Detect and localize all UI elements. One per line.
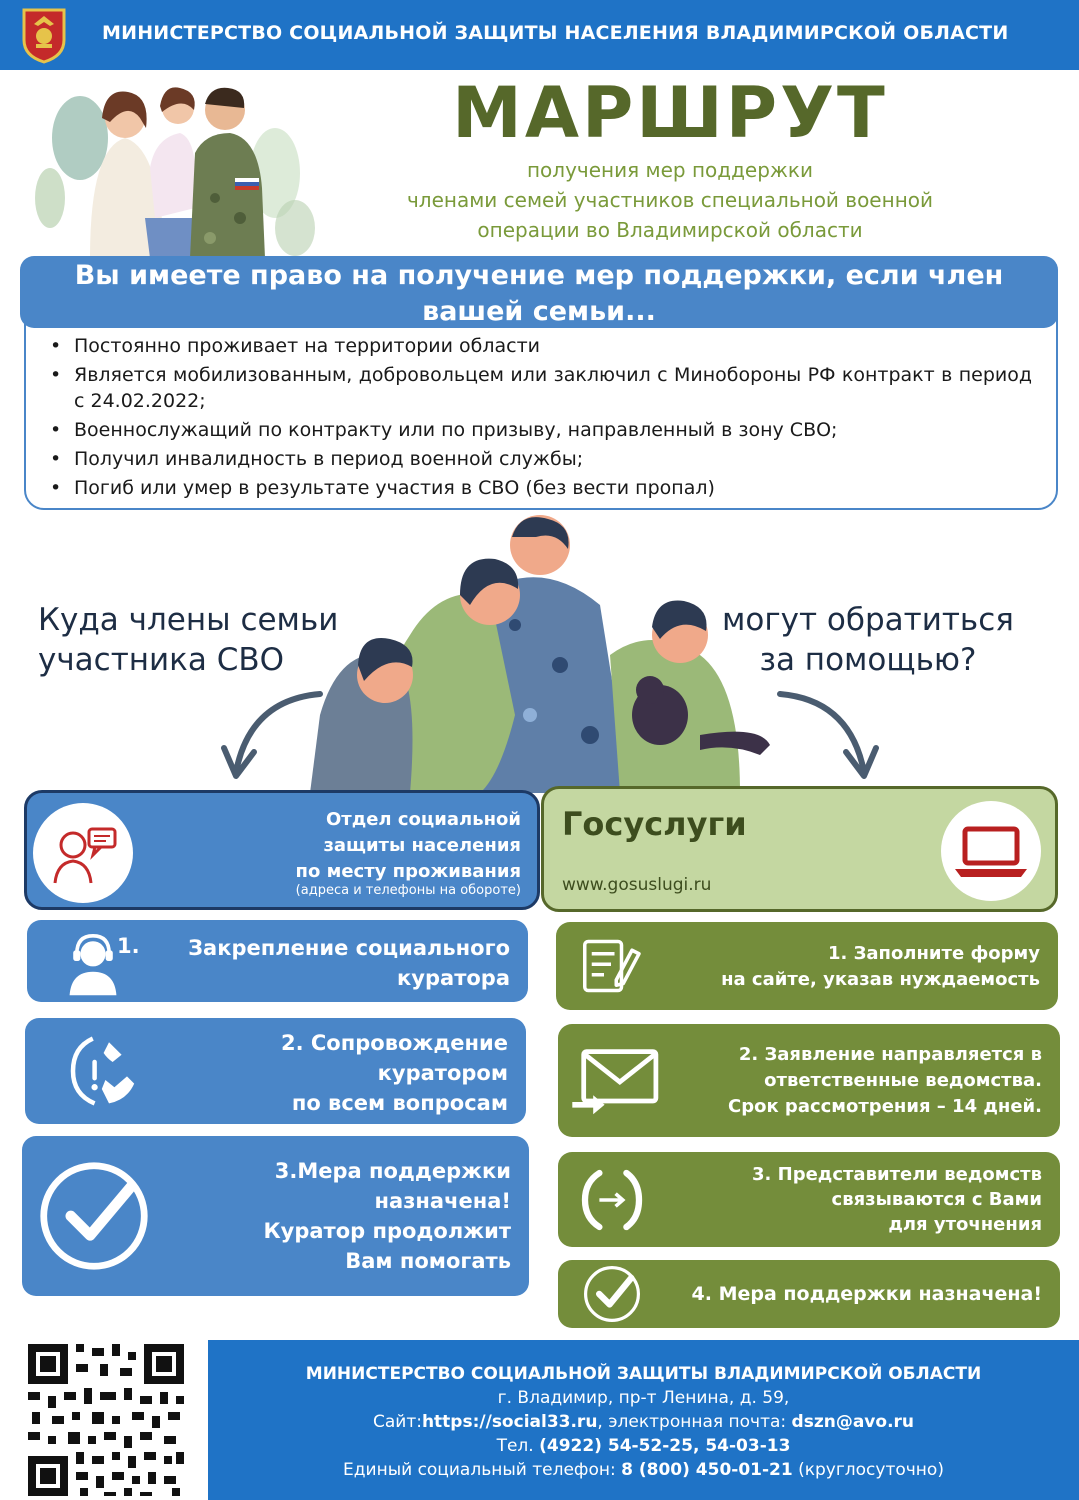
laptop-icon <box>941 801 1041 901</box>
footer-address: г. Владимир, пр-т Ленина, д. 59, <box>497 1388 790 1408</box>
office-step-1 <box>27 920 528 1002</box>
question-right-line: могут обратиться <box>722 602 1014 638</box>
office-step-3-line: 3.Мера поддержки <box>274 1159 511 1183</box>
office-step-2-text <box>281 1028 508 1118</box>
footer-hotline[interactable]: 8 (800) 450-01-21 <box>621 1460 793 1480</box>
footer-contacts <box>208 1412 1079 1432</box>
footer-hotline-row <box>208 1460 1079 1480</box>
office-step-1-line: куратора <box>397 966 510 990</box>
footer-email-label: , электронная почта: <box>597 1412 792 1432</box>
subtitle-line: членами семей участников специальной военной <box>406 188 933 212</box>
rights-heading-line: вашей семьи... <box>422 296 656 327</box>
footer-site-label: Сайт: <box>372 1412 422 1432</box>
office-step-1-number: 1. <box>117 934 140 958</box>
gosuslugi-step-3-text <box>752 1162 1042 1237</box>
qr-code[interactable] <box>24 1340 188 1500</box>
gosuslugi-step-3 <box>558 1152 1060 1247</box>
gosuslugi-step-4-text <box>692 1281 1042 1307</box>
office-step-1-line: Закрепление социального <box>188 936 510 960</box>
subtitle-line: операции во Владимирской области <box>477 218 863 242</box>
footer-phone-label: Тел. <box>496 1436 540 1456</box>
form-icon <box>576 931 646 1001</box>
footer-phone[interactable]: (4922) 54-52-25, 54-03-13 <box>539 1436 791 1456</box>
question-left-line: участника СВО <box>38 642 285 678</box>
office-title-line: Отдел социальной <box>325 809 521 830</box>
office-step-3-line: Вам помогать <box>345 1249 511 1273</box>
gosuslugi-step-2-line: ответственные ведомства. <box>764 1070 1042 1091</box>
gosuslugi-step-2-text <box>728 1042 1042 1120</box>
arrow-down-right-icon <box>770 680 880 790</box>
footer-site-link[interactable]: https://social33.ru <box>421 1412 598 1432</box>
office-step-1-text <box>188 933 510 993</box>
office-step-3-text <box>263 1156 511 1276</box>
rights-item: • Погиб или умер в результате участия в СВО (без вести пропал) <box>48 475 1032 501</box>
rights-heading <box>20 256 1058 328</box>
footer-phone-row <box>208 1436 1079 1456</box>
gosuslugi-card[interactable] <box>541 786 1058 912</box>
subtitle-line: получения мер поддержки <box>526 158 814 182</box>
family-illustration <box>30 78 320 258</box>
phone-alert-icon <box>55 1026 145 1116</box>
gosuslugi-step-4-line: 4. Мера поддержки назначена! <box>691 1283 1042 1305</box>
footer-email-link[interactable]: dszn@avo.ru <box>791 1412 915 1432</box>
subtitle <box>360 155 980 245</box>
check-icon <box>36 1158 152 1274</box>
header-title: МИНИСТЕРСТВО СОЦИАЛЬНОЙ ЗАЩИТЫ НАСЕЛЕНИЯ ВЛАДИМИРСКОЙ ОБЛАСТИ <box>102 22 1009 44</box>
footer <box>208 1340 1079 1500</box>
consultant-icon-circle <box>33 803 133 903</box>
footer-hotline-label: Единый социальный телефон: <box>343 1460 622 1480</box>
question-right <box>722 600 1014 680</box>
gosuslugi-step-1-line: на сайте, указав нуждаемость <box>721 969 1040 990</box>
rights-item: • Является мобилизованным, добровольцем или заключил с Минобороны РФ контракт в период с 24.02.2022; <box>48 362 1032 414</box>
rights-list <box>48 333 1032 504</box>
gosuslugi-step-2-line: Срок рассмотрения – 14 дней. <box>727 1096 1042 1117</box>
rights-heading-line: Вы имеете право на получение мер поддержки, если член <box>74 260 1004 291</box>
footer-org: МИНИСТЕРСТВО СОЦИАЛЬНОЙ ЗАЩИТЫ ВЛАДИМИРСКОЙ ОБЛАСТИ <box>305 1364 982 1384</box>
envelope-icon <box>568 1044 664 1120</box>
check-icon <box>580 1262 644 1326</box>
office-step-2-line: куратором <box>377 1061 508 1085</box>
gosuslugi-step-1-line: 1. Заполните форму <box>827 943 1040 964</box>
arrow-down-left-icon <box>220 680 330 790</box>
gosuslugi-step-3-line: для уточнения <box>888 1214 1042 1235</box>
gosuslugi-step-1 <box>556 922 1058 1010</box>
office-title-line: по месту проживания <box>295 861 521 882</box>
office-step-3-line: назначена! <box>374 1189 511 1213</box>
office-step-2 <box>25 1018 526 1124</box>
question-left-line: Куда члены семьи <box>38 602 339 638</box>
family-hug-illustration <box>300 515 780 793</box>
main-title: МАРШРУТ <box>452 72 888 154</box>
gosuslugi-title: Госуслуги <box>562 805 747 843</box>
gosuslugi-step-3-line: 3. Представители ведомств <box>752 1164 1042 1185</box>
office-step-2-line: 2. Сопровождение <box>281 1031 508 1055</box>
gosuslugi-step-4 <box>558 1260 1060 1328</box>
office-note: (адреса и телефоны на обороте) <box>295 883 521 898</box>
office-card[interactable] <box>24 790 540 910</box>
consultant-icon <box>33 803 133 903</box>
rights-item: • Военнослужащий по контракту или по призыву, направленный в зону СВО; <box>48 417 1032 443</box>
question-left <box>38 600 338 680</box>
gosuslugi-step-2-line: 2. Заявление направляется в <box>738 1044 1042 1065</box>
question-right-line: за помощью? <box>759 642 977 678</box>
call-transfer-icon <box>576 1164 648 1236</box>
office-title <box>296 807 521 885</box>
gosuslugi-step-2 <box>558 1024 1060 1137</box>
laptop-icon-circle <box>941 801 1041 901</box>
gosuslugi-step-3-line: связываются с Вами <box>831 1189 1042 1210</box>
crest-icon <box>20 6 68 64</box>
rights-item: • Получил инвалидность в период военной службы; <box>48 446 1032 472</box>
office-title-line: защиты населения <box>323 835 521 856</box>
office-step-2-line: по всем вопросам <box>291 1091 508 1115</box>
office-step-3 <box>22 1136 529 1296</box>
footer-hotline-note: (круглосуточно) <box>792 1460 944 1480</box>
header-bar <box>0 0 1079 70</box>
gosuslugi-step-1-text <box>721 941 1040 993</box>
gosuslugi-url[interactable]: www.gosuslugi.ru <box>562 875 712 895</box>
office-step-3-line: Куратор продолжит <box>263 1219 511 1243</box>
rights-item: • Постоянно проживает на территории области <box>48 333 1032 359</box>
